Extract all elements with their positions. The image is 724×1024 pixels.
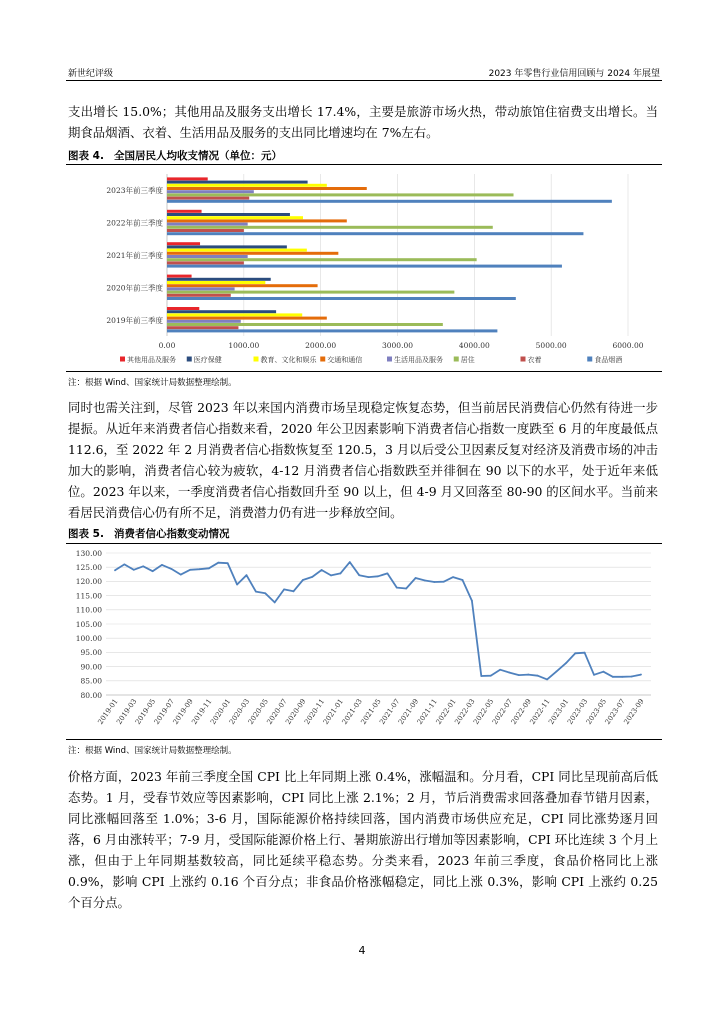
x-tick-label: 6000.00 [612,341,644,350]
data-point [631,676,633,678]
x-tick-label: 2019-11 [190,697,214,726]
x-tick-label: 2020-09 [284,697,308,726]
data-point [574,652,576,654]
data-point [227,562,229,564]
x-tick-label: 2019-07 [152,697,176,726]
category-label: 2022年前三季度 [106,218,163,228]
figure4-label: 图表 4. [68,150,104,162]
bar [167,281,265,284]
bar [167,329,497,332]
bar [167,252,338,255]
data-point [490,675,492,677]
data-point [199,568,201,570]
bar [167,323,443,326]
x-tick-label: 2019-01 [96,697,120,726]
figure4-top-rule [66,164,662,165]
x-tick-label: 2020-11 [303,697,327,726]
data-point [349,561,351,563]
data-point [152,570,154,572]
x-tick-label: 2021-05 [359,697,383,726]
data-point [264,592,266,594]
data-point [170,568,172,570]
x-tick-label: 2022-09 [509,697,533,726]
x-tick-label: 1000.00 [228,341,260,350]
data-point [405,588,407,590]
x-tick-label: 2023-05 [584,697,609,726]
bar [167,219,347,222]
bar [167,307,199,310]
x-tick-label: 2021-01 [321,697,346,726]
x-tick-label: 2023-09 [622,697,646,726]
y-tick-label: 95.00 [80,648,102,658]
data-point [527,674,529,676]
header-divider [66,80,662,81]
bar [167,229,244,232]
data-point [499,669,501,671]
x-tick-label: 2022-11 [528,697,552,726]
bar [167,226,493,229]
x-tick-label: 2019-03 [115,697,139,726]
data-point [471,600,473,602]
figure5-label: 图表 5. [68,528,104,540]
bar [167,297,516,300]
bar [167,216,303,219]
x-tick-label: 2021-11 [415,697,439,726]
bar [167,184,327,187]
data-point [330,575,332,577]
y-tick-label: 130.00 [75,548,102,558]
data-point [603,671,605,673]
y-tick-label: 90.00 [80,662,102,672]
bar [167,278,271,281]
data-point [443,581,445,583]
bar [167,197,249,200]
bar [167,210,202,213]
legend-label: 衣着 [527,356,542,364]
figure5-top-rule [66,543,662,544]
data-point [537,675,539,677]
x-tick-label: 2021-09 [396,697,421,726]
x-tick-label: 2021-07 [378,697,402,726]
bar [167,320,241,323]
legend-label: 医疗保健 [193,356,222,364]
bar [167,232,583,235]
bar [167,291,454,294]
data-point [161,564,163,566]
x-tick-label: 2023-03 [566,697,590,726]
legend-swatch [521,357,526,362]
bar-chart [66,166,658,370]
x-tick-label: 2022-07 [490,697,515,726]
data-point [293,590,295,592]
legend-swatch [187,357,192,362]
x-tick-label: 4000.00 [458,341,490,350]
data-point [396,587,398,589]
bar [167,310,276,313]
paragraph-1: 支出增长 15.0%；其他用品及服务支出增长 17.4%，主要是旅游市场火热，带动旅馆住宿费支出增长。当期食品烟酒、衣着、生活用品及服务的支出同比增速均在 7%左右。 [68,104,658,140]
legend-swatch [454,357,459,362]
bar [167,313,302,316]
data-point [283,588,285,590]
legend-label: 交通和通信 [327,356,363,364]
data-point [593,674,595,676]
bar [167,261,244,264]
figure5-title [68,526,229,541]
data-point [246,574,248,576]
category-label: 2023年前三季度 [106,186,163,196]
bar [167,326,238,329]
data-point [509,672,511,674]
bar [167,190,254,193]
data-point [386,573,388,575]
y-tick-label: 85.00 [80,676,102,686]
confidence-index-line [115,562,641,679]
line-chart [66,545,658,739]
y-tick-label: 125.00 [75,563,102,572]
data-point [255,591,257,593]
legend-label: 居住 [460,356,475,364]
bar [167,223,248,226]
x-tick-label: 2023-07 [603,697,627,726]
x-tick-label: 2020-05 [246,697,270,726]
bar [167,255,248,258]
category-label: 2019年前三季度 [106,315,163,325]
bar [167,275,192,278]
legend-swatch [387,357,392,362]
data-point [415,577,417,579]
header-right: 2023 年零售行业信用回顾与 2024 年展望 [488,69,660,79]
y-tick-label: 105.00 [75,619,102,629]
bar [167,258,477,261]
x-tick-label: 2022-01 [434,697,458,726]
figure5-note: 注：根据 Wind、国家统计局数据整理绘制。 [68,746,237,756]
data-point [217,562,219,564]
legend-label: 教育、文化和娱乐 [260,356,317,364]
x-tick-label: 2020-07 [265,697,289,726]
bar [167,181,308,184]
y-tick-label: 80.00 [80,690,102,700]
data-point [621,676,623,678]
legend-swatch [587,357,592,362]
bar [167,177,208,180]
figure4-title-text: 全国居民人均收支情况（单位：元） [113,150,282,162]
bar [167,242,200,245]
data-point [274,602,276,604]
x-tick-label: 2019-09 [171,697,195,726]
x-tick-label: 2021-03 [340,697,364,726]
y-tick-label: 120.00 [75,577,102,587]
y-tick-label: 100.00 [75,634,102,643]
bar [167,317,327,320]
legend-label: 食品烟酒 [594,356,623,364]
data-point [142,565,144,567]
paragraph-2: 同时也需关注到，尽管 2023 年以来国内消费市场呈现稳定恢复态势，但当前居民消费信心仍然有待进一步提振。从近年来消费者信心指数来看，2020 年公卫因素影响下消费者信心指数一度跌至 6 月的年度最低点 112.6，至 2022 年 2 月消费者信心指数恢复至 120.5，3 月以后受公卫因素反复对经济及消费市场的冲击加大的影响，消费者信心较为疲软，4-12 月消费者信心指数跌至并徘徊在 90 以下的水平，处于近年来低位。2023 年以来，一季度消费者信心指数回升至 90 以上，但 4-9 月又回落至 80-90 的区间水平。当前来看居民消费信心仍有所不足，消费潜力仍有进一步释放空间。 [68,400,658,520]
x-tick-label: 2023-01 [547,697,571,726]
data-point [321,569,323,571]
legend-swatch [254,357,259,362]
legend-label: 其他用品及服务 [127,356,176,364]
data-point [189,569,191,571]
data-point [236,584,238,586]
legend-swatch [120,357,125,362]
category-label: 2021年前三季度 [106,251,163,260]
bar [167,265,562,268]
data-point [123,563,125,565]
data-point [302,579,304,581]
data-point [565,662,567,664]
figure4-note: 注：根据 Wind、国家统计局数据整理绘制。 [68,378,237,388]
figure4-bottom-rule [66,371,662,372]
figure4-title [68,148,282,163]
legend-label: 生活用品及服务 [394,356,443,364]
data-point [612,676,614,678]
bar [167,287,235,290]
y-tick-label: 110.00 [75,605,102,615]
data-point [424,580,426,582]
page-number: 4 [358,944,366,957]
data-point [556,671,558,673]
bar [167,187,367,190]
x-tick-label: 3000.00 [381,341,414,350]
bar [167,249,307,252]
x-tick-label: 2020-01 [209,697,233,726]
category-label: 2020年前三季度 [106,283,163,293]
figure5-bottom-rule [66,739,662,740]
paragraph-3: 价格方面，2023 年前三季度全国 CPI 比上年同期上涨 0.4%，涨幅温和。分月看，CPI 同比呈现前高后低态势。1 月，受春节效应等因素影响，CPI 同比上涨 2.1%；2 月，节后消费需求回落叠加春节错月因素，同比涨幅回落至 1.0%；3-6 月，国际能源价格持续回落，国内消费市场供应充足，CPI 同比涨势逐月回落，6 月由涨转平；7-9 月，受国际能源价格上行、暑期旅游出行增加等因素影响，CPI 环比连续 3 个月上涨，但由于上年同期基数较高，同比延续平稳态势。分类来看，2023 年前三季度，食品价格同比上涨 0.9%，影响 CPI 上涨约 0.16 个百分点；非食品价格涨幅稳定，同比上涨 0.3%，影响 CPI 上涨约 0.25 个百分点。 [68,769,658,910]
bar [167,213,290,216]
bar [167,294,231,297]
data-point [480,675,482,677]
x-tick-label: 2000.00 [305,341,337,350]
data-point [584,652,586,654]
legend-swatch [320,357,325,362]
data-point [640,674,642,676]
x-tick-label: 2019-05 [133,697,158,726]
x-tick-label: 2020-03 [227,697,252,726]
data-point [368,576,370,578]
bar [167,200,612,203]
data-point [133,569,135,571]
data-point [180,574,182,576]
data-point [518,674,520,676]
bar [167,245,287,248]
data-point [546,678,548,680]
figure5-title-text: 消费者信心指数变动情况 [113,528,230,540]
data-point [114,569,116,571]
data-point [208,567,210,569]
x-tick-label: 2022-03 [453,697,477,726]
data-point [340,573,342,575]
data-point [462,579,464,581]
bar [167,193,514,196]
header-left: 新世纪评级 [68,69,114,79]
x-tick-label: 2022-05 [472,697,496,726]
y-tick-label: 115.00 [75,591,102,601]
x-tick-label: 5000.00 [535,341,567,350]
data-point [433,581,435,583]
data-point [377,575,379,577]
data-point [452,576,454,578]
bar [167,284,318,287]
data-point [311,576,313,578]
data-point [358,574,360,576]
x-tick-label: 0.00 [158,341,176,350]
